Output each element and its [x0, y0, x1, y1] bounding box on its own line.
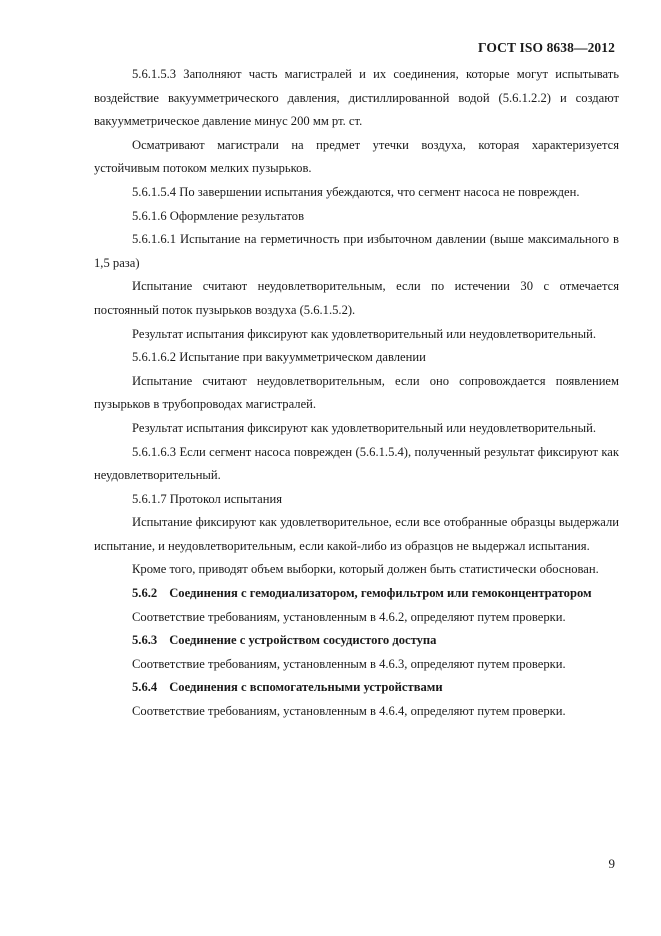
paragraph-5-6-1-6: 5.6.1.6 Оформление результатов	[132, 208, 305, 223]
document-body	[94, 63, 619, 724]
paragraph-5-6-1-6-3: 5.6.1.6.3 Если сегмент насоса поврежден (5.6.1.5.4), полученный результат фиксируют как неудовлетворительный.	[94, 444, 619, 483]
paragraph-5-6-1-6-2: 5.6.1.6.2 Испытание при вакуумметрическом давлении	[132, 350, 426, 365]
paragraph-5-6-1-5-4: 5.6.1.5.4 По завершении испытания убеждаются, что сегмент насоса не поврежден.	[132, 184, 580, 199]
section-text-5-6-2: Соответствие требованиям, установленным в 4.6.2, определяют путем проверки.	[132, 609, 566, 624]
paragraph-5-6-1-6-1: 5.6.1.6.1 Испытание на герметичность при избыточном давлении (выше максимального в 1,5 раза)	[94, 232, 619, 270]
paragraph-pressure-fail: Испытание считают неудовлетворительным, если по истечении 30 с отмечается постоянный поток пузырьков воздуха (5.6.1.5.2).	[94, 279, 619, 317]
section-heading-5-6-3	[94, 629, 619, 653]
section-number: 5.6.3	[132, 633, 158, 648]
paragraph-inspect-lines: Осматривают магистрали на предмет утечки воздуха, которая характеризуется устойчивым потоком мелких пузырьков.	[94, 137, 619, 176]
section-number: 5.6.2	[132, 586, 158, 601]
section-title: Соединения с гемодиализатором, гемофильтром или гемоконцентратором	[169, 586, 592, 601]
section-title: Соединение с устройством сосудистого доступа	[169, 633, 437, 648]
page-number: 9	[608, 856, 615, 871]
section-title: Соединения с вспомогательными устройствами	[169, 680, 443, 695]
paragraph-5-6-1-7: 5.6.1.7 Протокол испытания	[132, 491, 283, 506]
section-heading-5-6-2	[94, 582, 619, 606]
section-text-5-6-3: Соответствие требованиям, установленным в 4.6.3, определяют путем проверки.	[132, 656, 566, 671]
paragraph-vacuum-fail: Испытание считают неудовлетворительным, если оно сопровождается появлением пузырьков в трубопроводах магистралей.	[94, 373, 619, 412]
document-header: ГОСТ ISO 8638—2012	[478, 40, 615, 55]
section-text-5-6-4: Соответствие требованиям, установленным в 4.6.4, определяют путем проверки.	[132, 704, 566, 719]
paragraph-5-6-1-5-3: 5.6.1.5.3 Заполняют часть магистралей и их соединения, которые могут испытывать воздействие вакуумметрического давления, дистиллированной водой (5.6.1.2.2) и создают вакуумметрическое давление минус 200 мм рт. ст.	[94, 67, 619, 129]
paragraph-sample-size: Кроме того, приводят объем выборки, который должен быть статистически обоснован.	[132, 562, 599, 577]
section-heading-5-6-4	[94, 676, 619, 700]
paragraph-protocol: Испытание фиксируют как удовлетворительное, если все отобранные образцы выдержали испытание, и неудовлетворительным, если какой-либо из образцов не выдержал испытания.	[94, 515, 619, 553]
paragraph-vacuum-result: Результат испытания фиксируют как удовлетворительный или неудовлетворительный.	[132, 420, 596, 435]
paragraph-pressure-result: Результат испытания фиксируют как удовлетворительный или неудовлетворительный.	[132, 326, 596, 341]
section-number: 5.6.4	[132, 680, 158, 695]
